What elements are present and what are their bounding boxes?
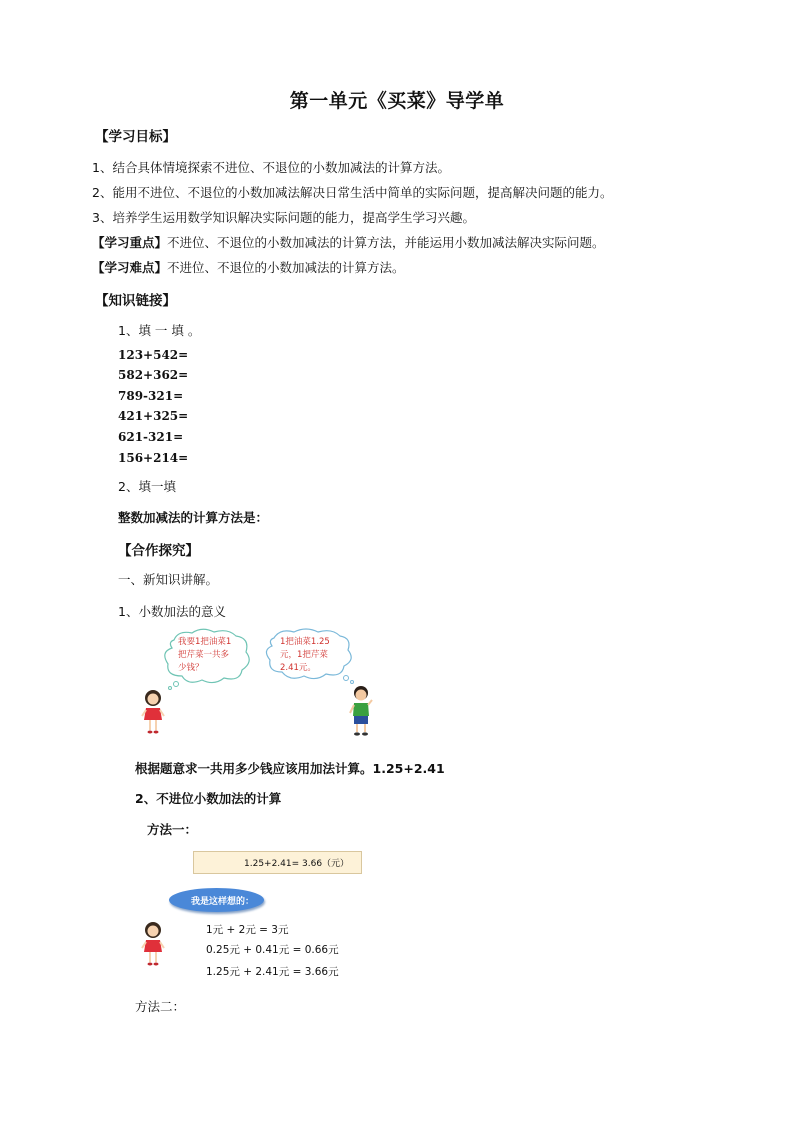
calc-1: 123+542=	[118, 348, 189, 362]
difficulty-text: 不进位、不退位的小数加减法的计算方法。	[167, 260, 405, 275]
method-question: 整数加减法的计算方法是：	[118, 510, 269, 525]
goal-item-2: 2、能用不进位、不退位的小数加减法解决日常生活中简单的实际问题，提高解决问题的能力。	[92, 185, 613, 200]
calc-2: 582+362=	[118, 368, 189, 382]
girl-illustration	[140, 688, 166, 734]
method-1-label: 方法一：	[147, 822, 198, 837]
page-title: 第一单元《买菜》导学单	[289, 90, 505, 112]
key-point-label: 【学习重点】	[92, 235, 168, 250]
bubble-left-line-3: 少钱？	[178, 663, 204, 673]
bubble-right-line-2: 元，1把芹菜	[280, 650, 328, 660]
calc-6: 156+214=	[118, 451, 189, 465]
bubble-left-line-2: 把芹菜一共多	[178, 650, 230, 660]
think-eq-1: 1元 + 2元 = 3元	[206, 924, 289, 936]
calc-4: 421+325=	[118, 409, 189, 423]
difficulty-line	[92, 258, 405, 276]
difficulty-label: 【学习难点】	[92, 260, 168, 275]
calc-3: 789-321=	[118, 389, 184, 403]
goal-item-1: 1、结合具体情境探索不进位、不退位的小数加减法的计算方法。	[92, 160, 450, 175]
knowledge-heading: 【知识链接】	[95, 293, 176, 309]
fill-1: 1、填 一 填 。	[118, 323, 201, 338]
fill-2: 2、填一填	[118, 479, 176, 494]
method-1-equation: 1.25+2.41= 3.66（元）	[244, 859, 350, 869]
bubble-right-line-3: 2.41元。	[280, 663, 316, 673]
conclusion: 根据题意求一共用多少钱应该用加法计算。1.25+2.41	[135, 761, 445, 776]
meaning-heading: 1、小数加法的意义	[118, 604, 226, 619]
think-eq-3: 1.25元 + 2.41元 = 3.66元	[206, 966, 339, 978]
explore-heading: 【合作探究】	[118, 543, 199, 559]
bubble-left-line-1: 我要1把油菜1	[178, 637, 232, 647]
goal-item-3: 3、培养学生运用数学知识解决实际问题的能力，提高学生学习兴趣。	[92, 210, 475, 225]
girl-illustration-2	[140, 920, 166, 966]
part-2: 2、不进位小数加法的计算	[135, 791, 282, 806]
boy-illustration	[347, 684, 375, 736]
part-1: 一、新知识讲解。	[118, 572, 219, 587]
method-1-box	[193, 851, 362, 874]
think-oval	[169, 888, 264, 912]
method-2-label: 方法二：	[135, 999, 186, 1014]
think-label: 我是这样想的：	[191, 897, 255, 907]
think-eq-2: 0.25元 + 0.41元 = 0.66元	[206, 944, 339, 956]
calc-5: 621-321=	[118, 430, 184, 444]
key-point-text: 不进位、不退位的小数加减法的计算方法，并能运用小数加减法解决实际问题。	[167, 235, 605, 250]
bubble-right-line-1: 1把油菜1.25	[280, 637, 330, 647]
goals-heading: 【学习目标】	[95, 129, 176, 145]
key-point-line	[92, 233, 605, 251]
